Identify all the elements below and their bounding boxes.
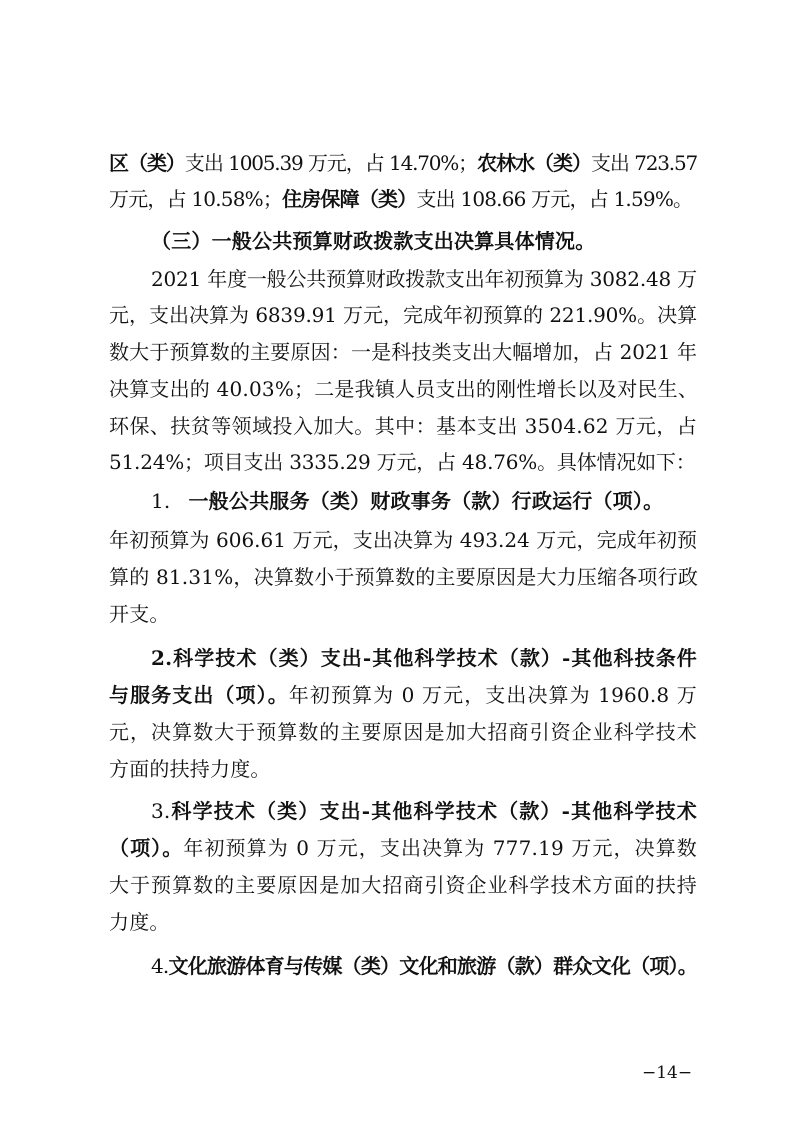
category-label: 住房保障（类） — [282, 187, 417, 211]
item-heading — [151, 953, 697, 979]
section-heading-text: （三）一般公共预算财政拨款支出决算具体情况。 — [151, 229, 596, 253]
item-number: 1. — [151, 489, 171, 513]
paragraph-line: 方面的扶持力度。 — [109, 757, 271, 781]
item-title: （项）。 — [109, 836, 184, 860]
item-heading — [151, 645, 697, 671]
text-span: 年初预算为 0 万元，支出决算为 1960.8 万 — [288, 683, 697, 707]
paragraph-line: 环保、扶贫等领域投入加大。其中：基本支出 3504.62 万元，占 — [109, 414, 697, 438]
text-span: 万元，占 10.58%； — [109, 187, 283, 211]
category-label: 农林水（类） — [476, 151, 591, 175]
category-label: 区（类） — [109, 151, 185, 175]
paragraph-line — [109, 682, 697, 708]
paragraph-line: 年初预算为 606.61 万元，支出决算为 493.24 万元，完成年初预 — [109, 528, 697, 552]
paragraph-line: 元，决算数大于预算数的主要原因是加大招商引资企业科学技术 — [109, 720, 697, 744]
item-number: 3. — [151, 799, 171, 823]
paragraph-line: 51.24%；项目支出 3335.29 万元，占 48.76%。具体情况如下： — [109, 450, 696, 474]
text-span: 支出 723.57 — [590, 151, 698, 175]
paragraph-line: 2021 年度一般公共预算财政拨款支出年初预算为 3082.48 万 — [151, 267, 697, 291]
paragraph-line: 开支。 — [109, 602, 170, 626]
item-title: 科学技术（类）支出-其他科学技术（款）-其他科学技术 — [170, 799, 697, 823]
paragraph-line — [109, 835, 697, 861]
paragraph-line — [109, 150, 697, 176]
paragraph-line: 决算支出的 40.03%；二是我镇人员支出的刚性增长以及对民生、 — [109, 377, 699, 401]
paragraph-line: 算的 81.31%，决算数小于预算数的主要原因是大力压缩各项行政 — [109, 565, 699, 589]
item-heading — [151, 488, 697, 514]
item-title: 一般公共服务（类）财政事务（款）行政运行（项）。 — [188, 489, 664, 513]
paragraph-line: 元，支出决算为 6839.91 万元，完成年初预算的 221.90%。决算 — [109, 303, 697, 327]
paragraph-line: 力度。 — [109, 910, 170, 934]
text-span: 支出 108.66 万元，占 1.59%。 — [416, 187, 693, 211]
item-number: 4. — [151, 954, 169, 978]
page-number: −14− — [642, 1063, 693, 1083]
paragraph-line — [109, 186, 697, 212]
item-heading — [151, 798, 697, 824]
text-span: 支出 1005.39 万元，占 14.70%； — [184, 151, 477, 175]
paragraph-line: 大于预算数的主要原因是加大招商引资企业科学技术方面的扶持 — [109, 873, 697, 897]
section-heading — [151, 228, 697, 254]
item-title: 与服务支出（项）。 — [109, 683, 289, 707]
text-span: 年初预算为 0 万元，支出决算为 777.19 万元，决算数 — [183, 836, 697, 860]
item-title: 文化旅游体育与传媒（类）文化和旅游（款）群众文化（项）。 — [168, 954, 697, 978]
paragraph-line: 数大于预算数的主要原因：一是科技类支出大幅增加，占 2021 年 — [109, 340, 697, 364]
item-title: 2.科学技术（类）支出-其他科学技术（款）-其他科技条件 — [151, 646, 697, 670]
